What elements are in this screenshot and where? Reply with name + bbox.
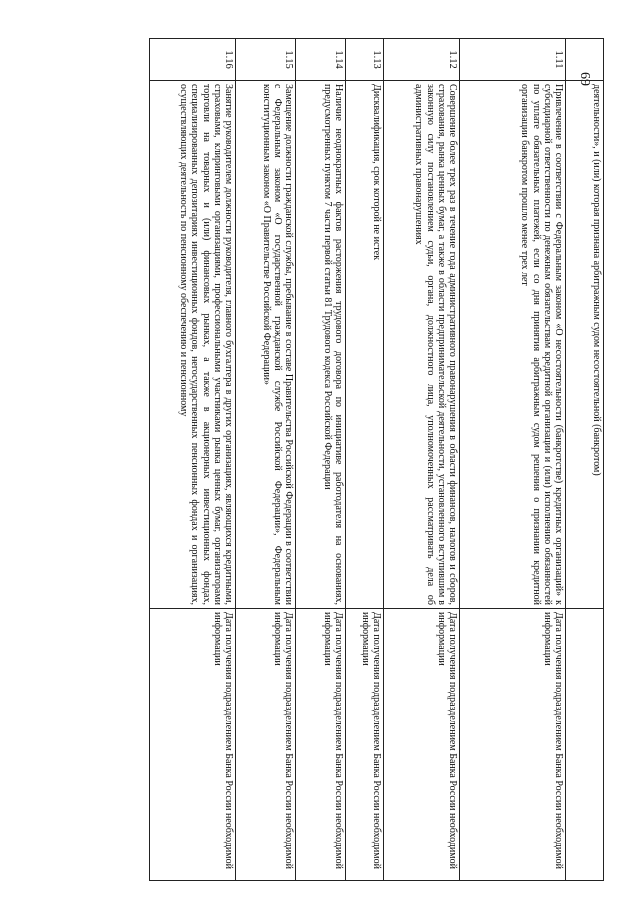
page-number: 69 [577, 72, 592, 86]
table-row [566, 39, 604, 881]
row-number: 1.14 [296, 39, 346, 81]
row-number: 1.11 [460, 39, 566, 81]
row-number [566, 39, 604, 81]
row-date: Дата получения подразделением Банка России необходимой информации [384, 609, 460, 881]
row-date [566, 609, 604, 881]
row-date: Дата получения подразделением Банка России необходимой информации [346, 609, 384, 881]
row-number: 1.12 [384, 39, 460, 81]
rotated-page-content [114, 38, 604, 880]
table-row [296, 39, 346, 881]
row-condition: Дисквалификация, срок которой не истек [346, 81, 384, 609]
row-condition: Совершение более трех раз в течение года административного правонарушения в области финансов, налогов и сборов, страхования, рынка ценных бумаг, а также в области предпринимательской деятельности, установленного вступившим в законную силу постановлением судьи, органа, должностного лица, уполномоченных рассматривать дела об административных правонарушениях [384, 81, 460, 609]
row-condition: Наличие неоднократных фактов расторжения трудового договора по инициативе работодателя на основаниях, предусмотренных пунктом 7 части первой статьи 81 Трудового кодекса Российской Федерации [296, 81, 346, 609]
table-row [460, 39, 566, 881]
table-row [150, 39, 236, 881]
row-date: Дата получения подразделением Банка России необходимой информации [236, 609, 296, 881]
table-row [346, 39, 384, 881]
row-date: Дата получения подразделением Банка России необходимой информации [150, 609, 236, 881]
row-condition: Занятие руководителем должности руководителя, главного бухгалтера в других организациях, являющихся кредитными, страховыми, клиринговыми организациями, профессиональными участниками рынка ценных бумаг, организаторами торговли на товарных и (или) финансовых рынках, а также в акционерных инвестиционных фондах, специализированных депозитариях инвестиционных фондов, негосударственных пенсионных фондах и организациях, осуществляющих деятельность по пенсионному обеспечению и пенсионному [150, 81, 236, 609]
row-condition: деятельности», и (или) которая признана арбитражным судом несостоятельной (банкротом) [566, 81, 604, 609]
conditions-table [149, 38, 604, 881]
row-number: 1.13 [346, 39, 384, 81]
row-condition: Замещение должности гражданской службы, пребывание в составе Правительства Российской Федерации в соответствии с Федеральным законом «О государственной гражданской службе Российской Федерации», Федеральным конституционным законом «О Правительстве Российской Федерации» [236, 81, 296, 609]
row-number: 1.16 [150, 39, 236, 81]
row-date: Дата получения подразделением Банка России необходимой информации [460, 609, 566, 881]
row-number: 1.15 [236, 39, 296, 81]
row-date: Дата получения подразделением Банка России необходимой информации [296, 609, 346, 881]
row-condition: Привлечение в соответствии с Федеральным законом «О несостоятельности (банкротстве) кредитных организаций» к субсидиарной ответственности по денежным обязательствам кредитной организации и (или) исполнению обязанностей по уплате обязательных платежей, если со дня принятия арбитражным судом решения о признании кредитной организации банкротом прошло менее трех лет [460, 81, 566, 609]
table-row [384, 39, 460, 881]
table-row [236, 39, 296, 881]
